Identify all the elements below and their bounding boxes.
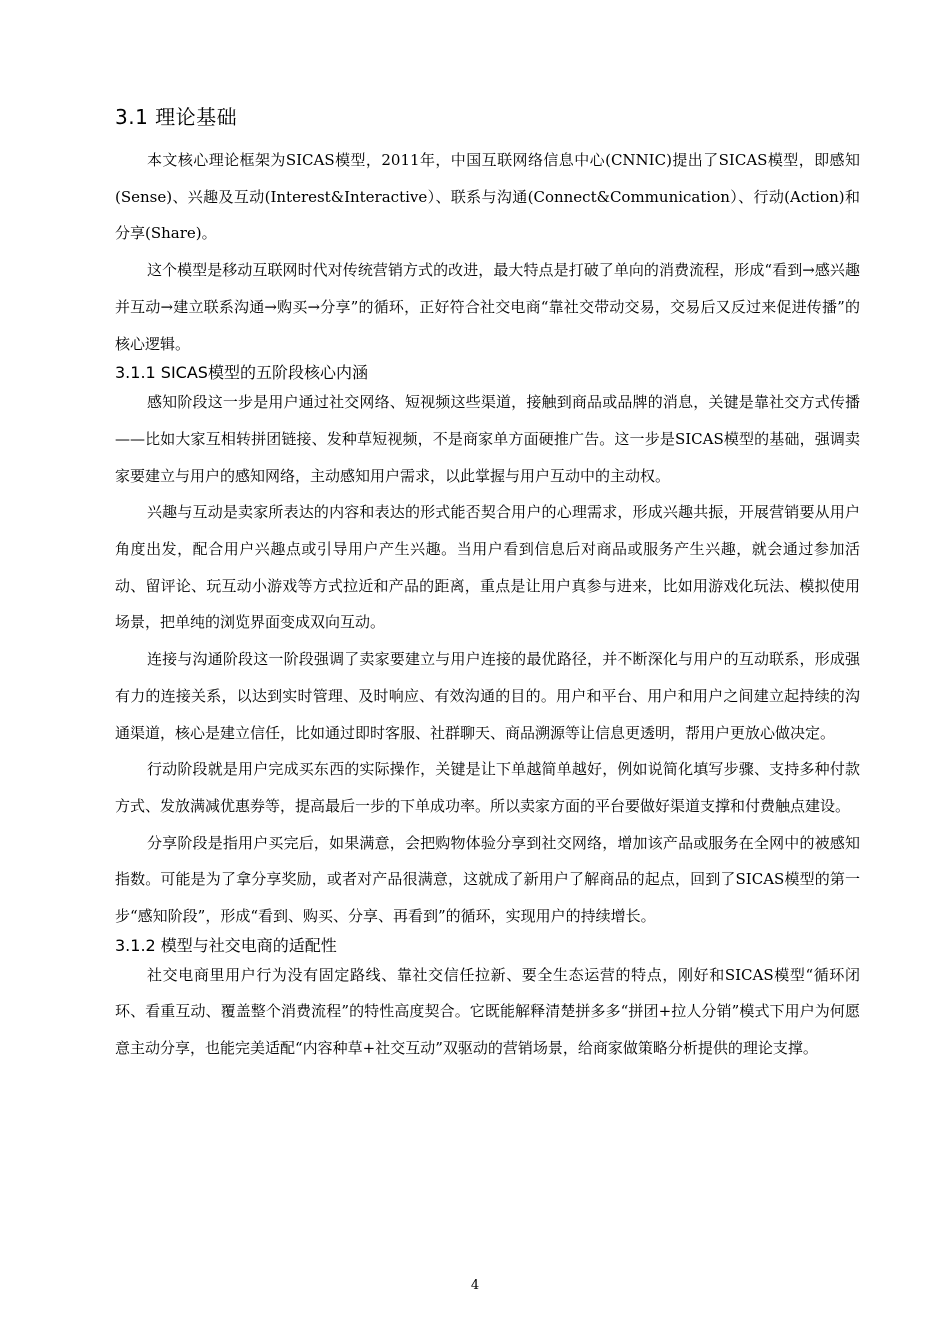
subsection-heading: 3.1.1 SICAS模型的五阶段核心内涵	[115, 363, 368, 383]
body-paragraph: 感知阶段这一步是用户通过社交网络、短视频这些渠道，接触到商品或品牌的消息，关键是靠社交方式传播——比如大家互相转拼团链接、发种草短视频，不是商家单方面硬推广告。这一步是SICAS模型的基础，强调卖家要建立与用户的感知网络，主动感知用户需求，以此掌握与用户互动中的主动权。	[115, 393, 860, 485]
subsection-heading: 3.1.2 模型与社交电商的适配性	[115, 935, 337, 955]
body-paragraph: 这个模型是移动互联网时代对传统营销方式的改进，最大特点是打破了单向的消费流程，形成“看到→感兴趣并互动→建立联系沟通→购买→分享”的循环，正好符合社交电商“靠社交带动交易，交易后又反过来促进传播”的核心逻辑。	[115, 261, 860, 353]
body-paragraph: 分享阶段是指用户买完后，如果满意，会把购物体验分享到社交网络，增加该产品或服务在全网中的被感知指数。可能是为了拿分享奖励，或者对产品很满意，这就成了新用户了解商品的起点，回到了SICAS模型的第一步“感知阶段”，形成“看到、购买、分享、再看到”的循环，实现用户的持续增长。	[115, 833, 860, 926]
body-paragraph: 连接与沟通阶段这一阶段强调了卖家要建立与用户连接的最优路径，并不断深化与用户的互动联系，形成强有力的连接关系，以达到实时管理、及时响应、有效沟通的目的。用户和平台、用户和用户之间建立起持续的沟通渠道，核心是建立信任，比如通过即时客服、社群聊天、商品溯源等让信息更透明，帮用户更放心做决定。	[115, 650, 860, 742]
body-paragraph: 本文核心理论框架为SICAS模型，2011年，中国互联网络信息中心(CNNIC)提出了SICAS模型，即感知(Sense)、兴趣及互动(Interest&Interactive）、联系与沟通(Connect&Communication）、行动(Action)和分享(Share)。	[115, 151, 860, 243]
body-paragraph: 行动阶段就是用户完成买东西的实际操作，关键是让下单越简单越好，例如说简化填写步骤、支持多种付款方式、发放满减优惠券等，提高最后一步的下单成功率。所以卖家方面的平台要做好渠道支撑和付费触点建设。	[115, 760, 860, 815]
page-content	[115, 100, 860, 1067]
section-heading: 3.1 理论基础	[115, 105, 238, 129]
page-number: 4	[470, 1278, 480, 1293]
body-paragraph: 社交电商里用户行为没有固定路线、靠社交信任拉新、要全生态运营的特点，刚好和SICAS模型“循环闭环、看重互动、覆盖整个消费流程”的特性高度契合。它既能解释清楚拼多多“拼团+拉人分销”模式下用户为何愿意主动分享，也能完美适配“内容种草+社交互动”双驱动的营销场景，给商家做策略分析提供的理论支撑。	[115, 965, 860, 1058]
body-paragraph: 兴趣与互动是卖家所表达的内容和表达的形式能否契合用户的心理需求，形成兴趣共振，开展营销要从用户角度出发，配合用户兴趣点或引导用户产生兴趣。当用户看到信息后对商品或服务产生兴趣，就会通过参加活动、留评论、玩互动小游戏等方式拉近和产品的距离，重点是让用户真参与进来，比如用游戏化玩法、模拟使用场景，把单纯的浏览界面变成双向互动。	[115, 503, 860, 632]
